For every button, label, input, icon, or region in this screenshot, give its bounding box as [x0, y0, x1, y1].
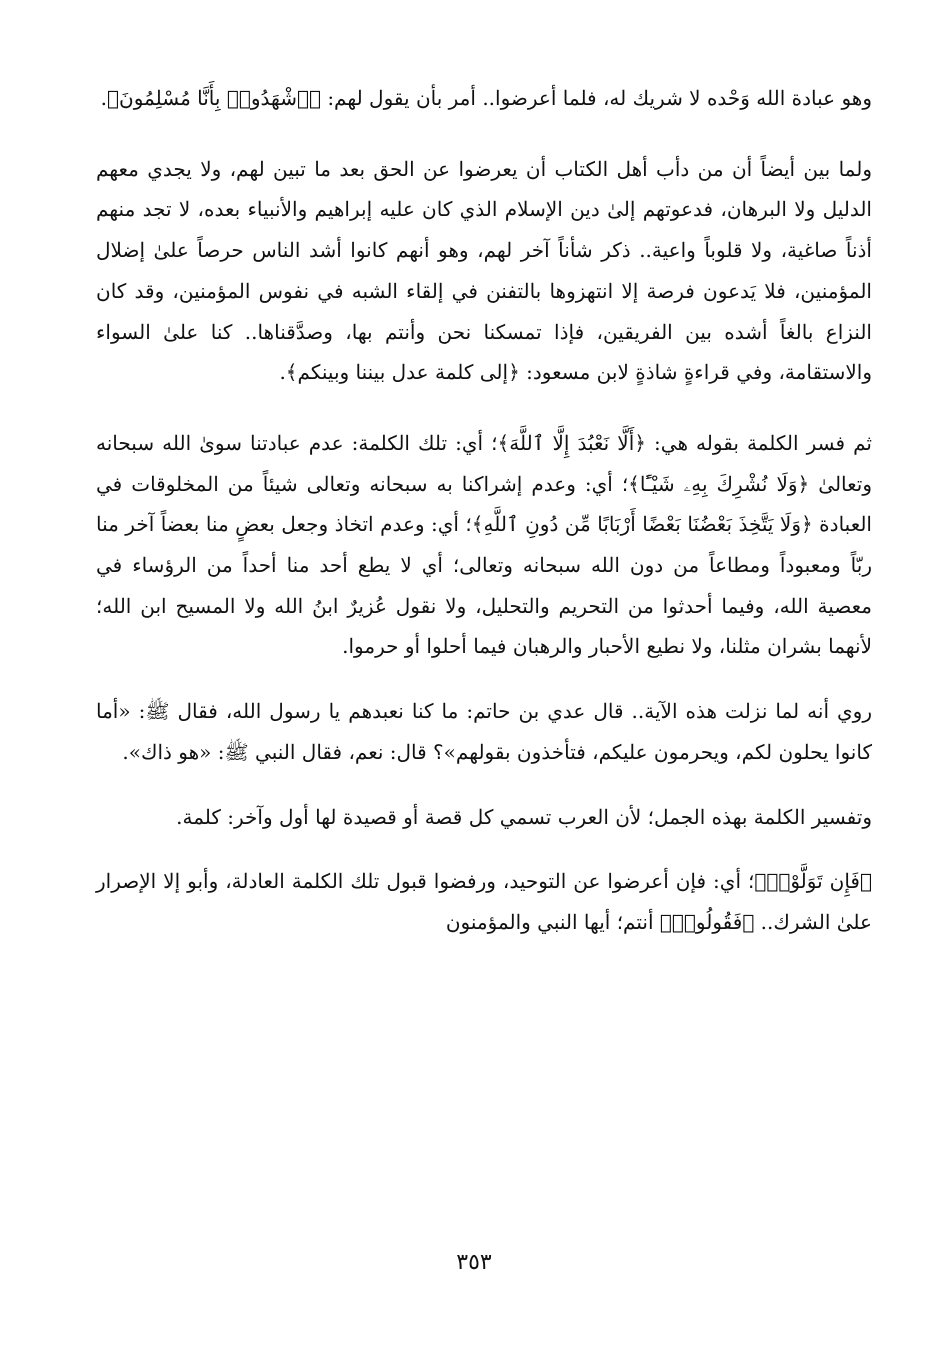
paragraph-spacer	[96, 393, 872, 423]
paragraph-spacer	[96, 773, 872, 797]
paragraph-2: ولما بين أيضاً أن من دأب أهل الكتاب أن يعرضوا عن الحق بعد ما تبين لهم، ولا يجدي معهم الدليل ولا البرهان، فدعوتهم إلىٰ دين الإسلام الذي كان عليه إبراهيم والأنبياء بعده، لا تجد منهم أذناً صاغية، ولا قلوباً واعية.. ذكر شأناً آخر لهم، وهو أنهم كانوا أشد الناس حرصاً علىٰ إضلال المؤمنين، فلا يَدعون فرصة إلا انتهزوها بالتفنن في إلقاء الشبه في نفوس المؤمنين، وقد كان النزاع بالغاً أشده بين الفريقين، فإذا تمسكنا نحن وأنتم بها، وصدَّقناها.. كنا علىٰ السواء والاستقامة، وفي قراءةٍ شاذةٍ لابن مسعود: ﴿إلى كلمة عدل بيننا وبينكم﴾.	[96, 156, 872, 385]
paragraph-3: ثم فسر الكلمة بقوله هي: ﴿أَلَّا نَعْبُدَ إِلَّا ٱللَّهَ﴾؛ أي: تلك الكلمة: عدم عبادتنا سوىٰ الله سبحانه وتعالىٰ ﴿وَلَا نُشْرِكَ بِهِۦ شَيْـًٔا﴾؛ أي: وعدم إشراكنا به سبحانه وتعالى شيئاً من المخلوقات في العبادة ﴿وَلَا يَتَّخِذَ بَعْضُنَا بَعْضًا أَرْبَابًا مِّن دُونِ ٱللَّهِ﴾؛ أي: وعدم اتخاذ وجعل بعضٍ منا بعضاً آخر منا ربّاً ومعبوداً ومطاعاً من دون الله سبحانه وتعالى؛ أي لا يطع أحد منا أحداً من الرؤساء في معصية الله، وفيما أحدثوا من التحريم والتحليل، ولا نقول عُزيرٌ ابنُ الله ولا المسيح ابن الله؛ لأنهما بشران مثلنا، ولا نطيع الأحبار والرهبان فيما أحلوا أو حرموا.	[96, 430, 872, 659]
paragraph-5: وتفسير الكلمة بهذه الجمل؛ لأن العرب تسمي كل قصة أو قصيدة لها أول وآخر: كلمة.	[176, 804, 872, 829]
page-body	[96, 78, 872, 943]
paragraph-4: روي أنه لما نزلت هذه الآية.. قال عدي بن حاتم: ما كنا نعبدهم يا رسول الله، فقال ﷺ: «أما كانوا يحلون لكم، ويحرمون عليكم، فتأخذون بقولهم»؟ قال: نعم، فقال النبي ﷺ: «هو ذاك».	[96, 699, 872, 764]
paragraph-6: ﴿فَإِن تَوَلَّوْا۟﴾؛ أي: فإن أعرضوا عن التوحيد، ورفضوا قبول تلك الكلمة العادلة، وأبو إلا الإصرار علىٰ الشرك.. ﴿فَقُولُوا۟﴾ أنتم؛ أيها النبي والمؤمنون	[96, 869, 872, 934]
paragraph-spacer	[96, 119, 872, 149]
page-number: ٣٥٣	[456, 1250, 492, 1275]
paragraph-1: وهو عبادة الله وَحْده لا شريك له، فلما أعرضوا.. أمر بأن يقول لهم: ﴿ٱشْهَدُوا۟ بِأَنَّا مُسْلِمُونَ﴾.	[100, 86, 872, 110]
paragraph-spacer	[96, 837, 872, 861]
paragraph-spacer	[96, 667, 872, 691]
